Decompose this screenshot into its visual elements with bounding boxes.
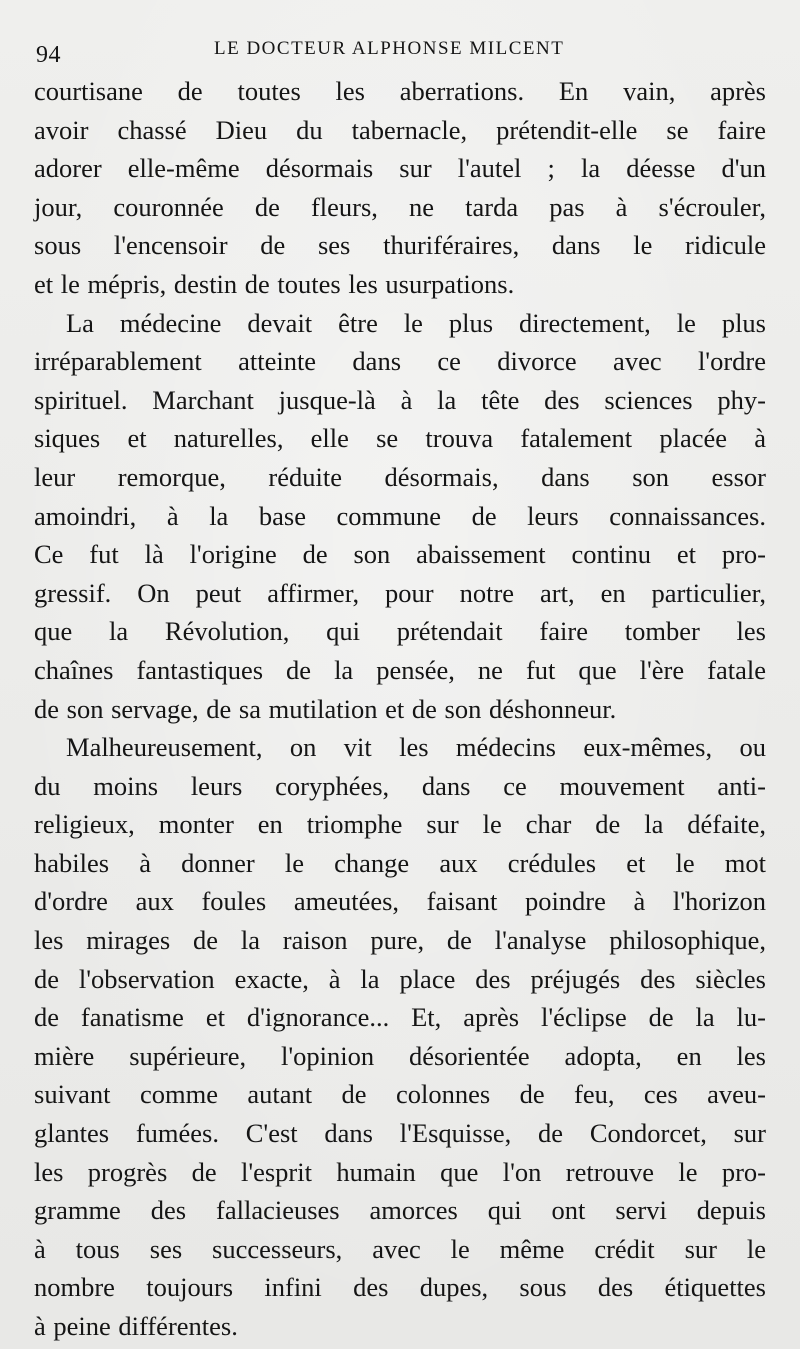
text-line: nombre toujours infini des dupes, sous des étiquettes xyxy=(34,1272,766,1303)
text-line: et le mépris, destin de toutes les usurpations. xyxy=(34,268,515,299)
text-line: spirituel. Marchant jusque-là à la tête des sciences phy- xyxy=(34,384,766,415)
page-number: 94 xyxy=(36,42,61,68)
text-line: glantes fumées. C'est dans l'Esquisse, de Condorcet, sur xyxy=(34,1118,766,1149)
text-line: de son servage, de sa mutilation et de son déshonneur. xyxy=(34,693,617,724)
text-line: à tous ses successeurs, avec le même crédit sur le xyxy=(34,1233,766,1264)
body-text xyxy=(34,72,766,1346)
text-line: gramme des fallacieuses amorces qui ont servi depuis xyxy=(34,1195,766,1226)
text-line: adorer elle-même désormais sur l'autel ; la déesse d'un xyxy=(34,153,766,184)
text-line: habiles à donner le change aux crédules et le mot xyxy=(34,847,766,878)
text-line: les mirages de la raison pure, de l'analyse philosophique, xyxy=(34,925,766,956)
text-line: avoir chassé Dieu du tabernacle, prétendit-elle se faire xyxy=(34,114,766,145)
text-line: Malheureusement, on vit les médecins eux-mêmes, ou xyxy=(66,732,766,763)
text-line: Ce fut là l'origine de son abaissement continu et pro- xyxy=(34,539,766,570)
text-line: du moins leurs coryphées, dans ce mouvement anti- xyxy=(34,770,766,801)
text-line: La médecine devait être le plus directement, le plus xyxy=(66,307,766,338)
text-line: leur remorque, réduite désormais, dans son essor xyxy=(34,461,766,492)
text-line: irréparablement atteinte dans ce divorce avec l'ordre xyxy=(34,346,766,377)
text-line: d'ordre aux foules ameutées, faisant poindre à l'horizon xyxy=(34,886,766,917)
text-line: siques et naturelles, elle se trouva fatalement placée à xyxy=(34,423,766,454)
text-line: que la Révolution, qui prétendait faire tomber les xyxy=(34,616,766,647)
text-line: religieux, monter en triomphe sur le char de la défaite, xyxy=(34,809,766,840)
text-line: mière supérieure, l'opinion désorientée adopta, en les xyxy=(34,1040,766,1071)
text-line: sous l'encensoir de ses thuriféraires, dans le ridicule xyxy=(34,230,766,261)
page-header xyxy=(36,34,766,70)
text-line: de l'observation exacte, à la place des préjugés des siècles xyxy=(34,963,766,994)
text-line: de fanatisme et d'ignorance... Et, après l'éclipse de la lu- xyxy=(34,1002,766,1033)
text-line: suivant comme autant de colonnes de feu, ces aveu- xyxy=(34,1079,766,1110)
text-line: gressif. On peut affirmer, pour notre art, en particulier, xyxy=(34,577,766,608)
text-line: les progrès de l'esprit humain que l'on retrouve le pro- xyxy=(34,1156,766,1187)
running-head: LE DOCTEUR ALPHONSE MILCENT xyxy=(214,38,565,59)
text-line: chaînes fantastiques de la pensée, ne fut que l'ère fatale xyxy=(34,654,766,685)
text-line: amoindri, à la base commune de leurs connaissances. xyxy=(34,500,766,531)
text-line: jour, couronnée de fleurs, ne tarda pas à s'écrouler, xyxy=(34,191,766,222)
text-line: courtisane de toutes les aberrations. En vain, après xyxy=(34,76,766,106)
text-line: à peine différentes. xyxy=(34,1311,238,1341)
